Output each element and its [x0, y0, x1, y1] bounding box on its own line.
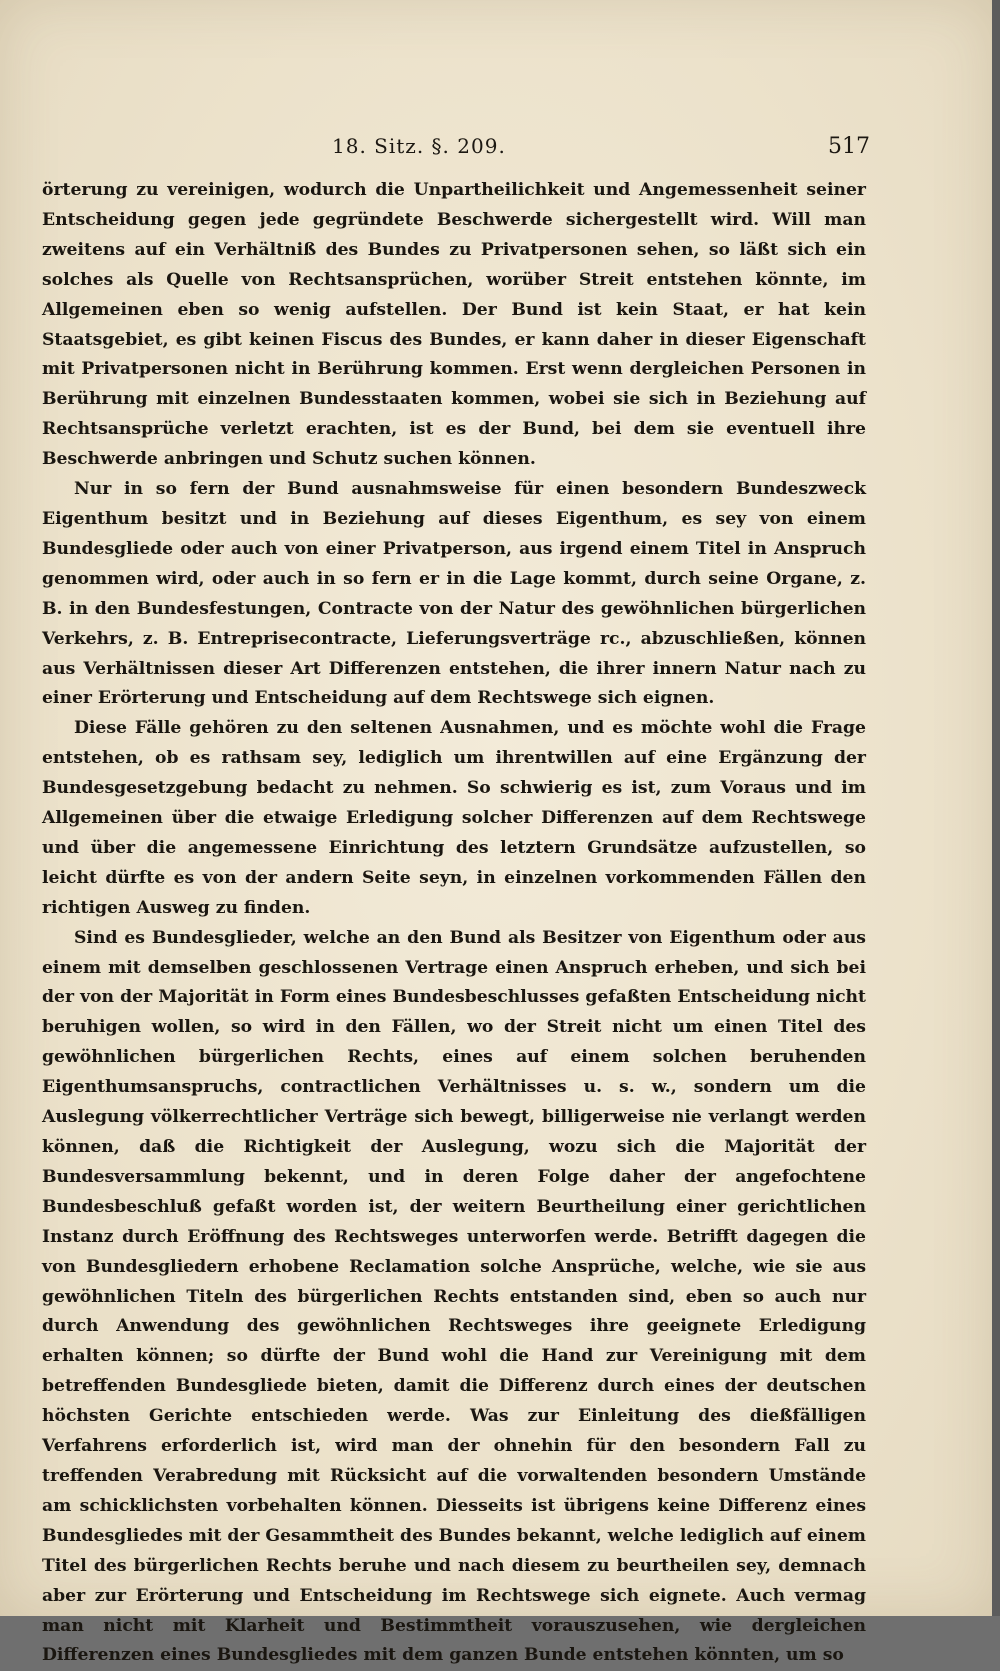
- paragraph-4: Sind es Bundesglieder, welche an den Bund als Besitzer von Eigenthum oder aus einem mit demselben geschlossenen Vertrage einen Anspruch erheben, und sich bei der von der Majorität in Form eines Bundesbeschlusses gefaßten Entscheidung nicht beruhigen wollen, so wird in den Fällen, wo der Streit nicht um einen Titel des gewöhnlichen bürgerlichen Rechts, eines auf einem solchen beruhenden Eigenthumsanspruchs, contractlichen Verhältnisses u. s. w., sondern um die Auslegung völkerrechtlicher Verträge sich bewegt, billigerweise nie verlangt werden können, daß die Richtigkeit der Auslegung, wozu sich die Majorität der Bundesversammlung bekennt, und in deren Folge daher der angefochtene Bundesbeschluß gefaßt worden ist, der weitern Beurtheilung einer gerichtlichen Instanz durch Eröffnung des Rechtsweges unterworfen werde. Betrifft dagegen die von Bundesgliedern erhobene Reclamation solche Ansprüche, welche, wie sie aus gewöhnlichen Titeln des bürgerlichen Rechts entstanden sind, eben so auch nur durch Anwendung des gewöhnlichen Rechtsweges ihre geeignete Erledigung erhalten können; so dürfte der Bund wohl die Hand zur Vereinigung mit dem betreffenden Bundesgliede bieten, damit die Differenz durch eines der deutschen höchsten Gerichte entschieden werde. Was zur Einleitung des dießfälligen Verfahrens erforderlich ist, wird man der ohnehin für den besondern Fall zu treffenden Verabredung mit Rücksicht auf die vorwaltenden besondern Umstände am schicklichsten vorbehalten können. Diesseits ist übrigens keine Differenz eines Bundesgliedes mit der Gesammtheit des Bundes bekannt, welche lediglich auf einem Titel des bürgerlichen Rechts beruhe und nach diesem zu beurtheilen sey, demnach aber zur Erörterung und Entscheidung im Rechtswege sich eignete. Auch vermag man nicht mit Klarheit und Bestimmtheit vorauszusehen, wie dergleichen Differenzen eines Bundesgliedes mit dem ganzen Bunde entstehen könnten, um so: [42, 927, 866, 1666]
- running-head: 18. Sitz. §. 209.: [332, 134, 506, 158]
- paragraph-2: Nur in so fern der Bund ausnahmsweise für einen besondern Bundeszweck Eigenthum besitzt und in Beziehung auf dieses Eigenthum, es sey von einem Bundesgliede oder auch von einer Privatperson, aus irgend einem Titel in Anspruch genommen wird, oder auch in so fern er in die Lage kommt, durch seine Organe, z. B. in den Bundesfestungen, Contracte von der Natur des gewöhnlichen bürgerlichen Verkehrs, z. B. Entreprisecontracte, Lieferungsverträge rc., abzuschließen, können aus Verhältnissen dieser Art Differenzen entstehen, die ihrer innern Natur nach zu einer Erörterung und Entscheidung auf dem Rechtswege sich eignen.: [42, 479, 866, 709]
- page-body: [42, 176, 866, 1671]
- page-edge: [992, 0, 1000, 1616]
- page-number: 517: [828, 134, 870, 159]
- paragraph-3: Diese Fälle gehören zu den seltenen Ausnahmen, und es möchte wohl die Frage entstehen, ob es rathsam sey, lediglich um ihrentwillen auf eine Ergänzung der Bundesgesetzgebung bedacht zu nehmen. So schwierig es ist, zum Voraus und im Allgemeinen über die etwaige Erledigung solcher Differenzen auf dem Rechtswege und über die angemessene Einrichtung des letztern Grundsätze aufzustellen, so leicht dürfte es von der andern Seite seyn, in einzelnen vorkommenden Fällen den richtigen Ausweg zu finden.: [42, 718, 866, 918]
- page-header: [0, 134, 992, 164]
- paragraph-1: örterung zu vereinigen, wodurch die Unpartheilichkeit und Angemessenheit seiner Entscheidung gegen jede gegründete Beschwerde sichergestellt wird. Will man zweitens auf ein Verhältniß des Bundes zu Privatpersonen sehen, so läßt sich ein solches als Quelle von Rechtsansprüchen, worüber Streit entstehen könnte, im Allgemeinen eben so wenig aufstellen. Der Bund ist kein Staat, er hat kein Staatsgebiet, es gibt keinen Fiscus des Bundes, er kann daher in dieser Eigenschaft mit Privatpersonen nicht in Berührung kommen. Erst wenn dergleichen Personen in Berührung mit einzelnen Bundesstaaten kommen, wobei sie sich in Beziehung auf Rechtsansprüche verletzt erachten, ist es der Bund, bei dem sie eventuell ihre Beschwerde anbringen und Schutz suchen können.: [42, 180, 866, 470]
